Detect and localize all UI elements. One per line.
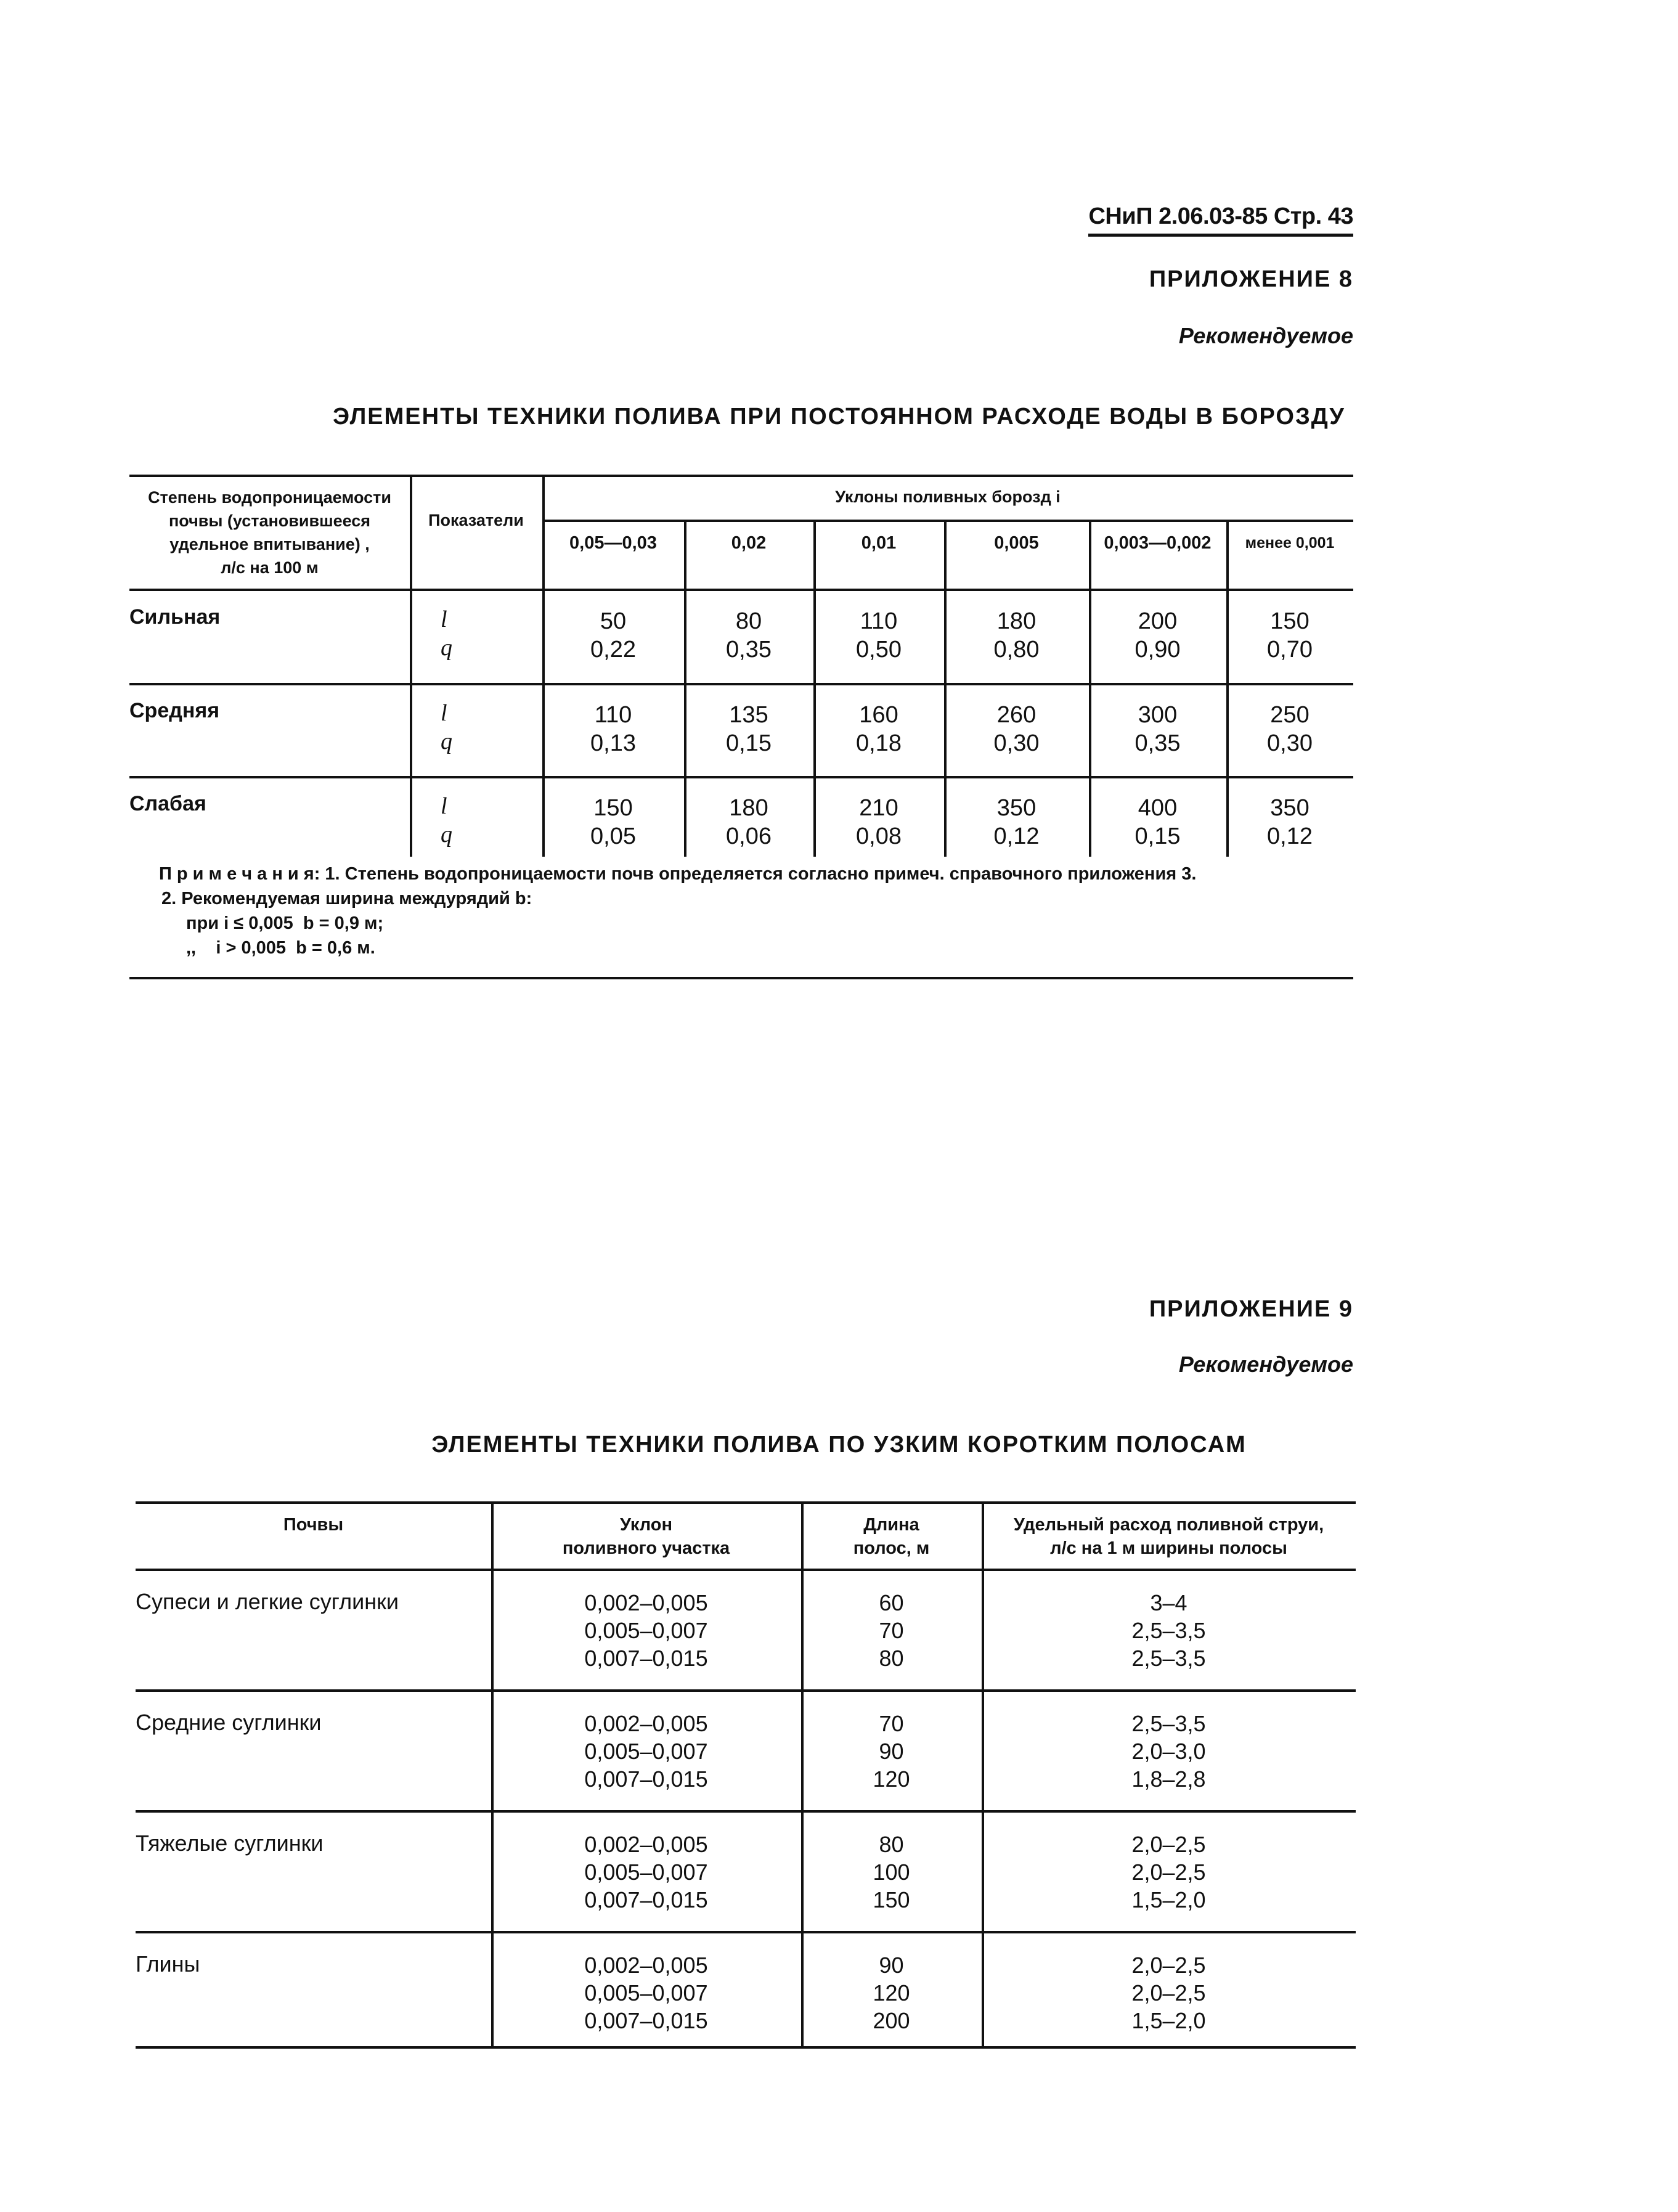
note-line: 2. Рекомендуемая ширина междурядий b: — [161, 889, 532, 908]
indicator-q: q — [441, 728, 452, 754]
cell-length-value: 400 — [1138, 795, 1178, 821]
cell-length-value: 180 — [996, 608, 1037, 634]
row-separator — [129, 776, 1353, 778]
column-rule — [410, 475, 412, 857]
slope-range-value: 0,005–0,007 — [584, 1618, 708, 1643]
cell-length-value: 135 — [729, 702, 768, 728]
cell-length-value: 150 — [1270, 608, 1309, 634]
row-separator — [129, 683, 1353, 685]
cell-length-value: 350 — [996, 795, 1037, 821]
cell-flow-value: 0,06 — [726, 823, 772, 849]
cell-length-value: 150 — [593, 795, 633, 821]
length-header-line: полос, м — [853, 1538, 930, 1558]
specific-flow-value: 1,8–2,8 — [1131, 1766, 1206, 1792]
slope-range-value: 0,007–0,015 — [584, 1887, 708, 1912]
appendix-9-title: ПРИЛОЖЕНИЕ 9 — [1149, 1296, 1353, 1322]
indicator-l: l — [441, 793, 447, 819]
specific-flow-value: 2,5–3,5 — [1131, 1711, 1206, 1736]
note-line: ,, i > 0,005 b = 0,6 м. — [186, 938, 375, 958]
permeability-row-label: Сильная — [129, 605, 221, 629]
cell-length-value: 200 — [1138, 608, 1178, 634]
cell-flow-value: 0,12 — [993, 823, 1040, 849]
soil-type-label: Средние суглинки — [136, 1710, 322, 1735]
cell-flow-value: 0,15 — [726, 730, 772, 756]
indicator-l: l — [441, 700, 447, 726]
soils-header: Почвы — [283, 1515, 344, 1535]
cell-flow-value: 0,50 — [856, 637, 902, 663]
flow-header-line: л/с на 1 м ширины полосы — [1050, 1538, 1287, 1558]
specific-flow-value: 2,0–2,5 — [1131, 1953, 1206, 1978]
specific-flow-value: 3–4 — [1150, 1590, 1187, 1615]
slope-range-value: 0,002–0,005 — [584, 1711, 708, 1736]
cell-flow-value: 0,35 — [1134, 730, 1181, 756]
specific-flow-value: 2,5–3,5 — [1131, 1646, 1206, 1671]
table-1-title: ЭЛЕМЕНТЫ ТЕХНИКИ ПОЛИВА ПРИ ПОСТОЯННОМ РАСХОДЕ ВОДЫ В БОРОЗДУ — [333, 404, 1345, 430]
cell-flow-value: 0,08 — [856, 823, 902, 849]
row-separator — [136, 1931, 1356, 1933]
table-1-top-rule — [129, 475, 1353, 477]
cell-flow-value: 0,12 — [1267, 823, 1313, 849]
note-line: при i ≤ 0,005 b = 0,9 м; — [186, 913, 384, 933]
strip-length-value: 70 — [879, 1618, 904, 1643]
table-2-top-rule — [136, 1501, 1356, 1504]
table-2-title: ЭЛЕМЕНТЫ ТЕХНИКИ ПОЛИВА ПО УЗКИМ КОРОТКИМ ПОЛОСАМ — [431, 1432, 1247, 1458]
cell-flow-value: 0,90 — [1134, 637, 1181, 663]
cell-length-value: 110 — [860, 608, 898, 634]
permeability-row-label: Слабая — [129, 792, 206, 815]
cell-length-value: 260 — [996, 702, 1037, 728]
specific-flow-value: 2,5–3,5 — [1131, 1618, 1206, 1643]
appendix-8-title: ПРИЛОЖЕНИЕ 8 — [1149, 266, 1353, 292]
slope-range-value: 0,005–0,007 — [584, 1980, 708, 2006]
specific-flow-value: 2,0–2,5 — [1131, 1832, 1206, 1857]
strip-length-value: 120 — [873, 1766, 910, 1792]
cell-length-value: 210 — [859, 795, 898, 821]
soil-permeability-header-line: почвы (установившееся — [168, 512, 371, 530]
slope-column-header: 0,02 — [731, 533, 767, 553]
cell-flow-value: 0,13 — [590, 730, 636, 756]
slope-range-value: 0,002–0,005 — [584, 1832, 708, 1857]
indicator-l: l — [441, 606, 447, 632]
slope-range-value: 0,002–0,005 — [584, 1953, 708, 1978]
document-reference: СНиП 2.06.03-85 Стр. 43 — [1088, 203, 1353, 237]
cell-length-value: 180 — [729, 795, 768, 821]
table-1-notes — [159, 862, 1196, 960]
cell-length-value: 80 — [735, 608, 762, 634]
permeability-row-label: Средняя — [129, 699, 220, 722]
cell-flow-value: 0,35 — [726, 637, 772, 663]
length-header — [801, 1513, 982, 1560]
slope-range-value: 0,005–0,007 — [584, 1859, 708, 1885]
indicators-header: Показатели — [428, 511, 524, 529]
cell-length-value: 110 — [594, 702, 632, 728]
slope-column-header: 0,01 — [861, 533, 897, 553]
table-1-bottom-rule — [129, 977, 1353, 979]
row-separator — [136, 1810, 1356, 1813]
cell-length-value: 350 — [1270, 795, 1309, 821]
slope-column-header: менее 0,001 — [1245, 534, 1335, 552]
cell-flow-value: 0,15 — [1134, 823, 1181, 849]
slopes-header: Уклоны поливных борозд i — [835, 488, 1061, 506]
table-2-header-rule — [136, 1569, 1356, 1571]
soil-permeability-header — [129, 486, 410, 579]
row-separator — [136, 1689, 1356, 1692]
appendix-8-status: Рекомендуемое — [1178, 323, 1353, 348]
strip-length-value: 70 — [879, 1711, 904, 1736]
slope-column-header: 0,05—0,03 — [569, 533, 657, 553]
strip-length-value: 100 — [873, 1859, 910, 1885]
header-bottom-rule — [129, 589, 1353, 591]
strip-length-value: 90 — [879, 1739, 904, 1764]
strip-length-value: 60 — [879, 1590, 904, 1615]
note-line: П р и м е ч а н и я: 1. Степень водопроницаемости почв определяется согласно примеч. справочного приложения 3. — [159, 864, 1197, 884]
appendix-9-status: Рекомендуемое — [1178, 1352, 1353, 1377]
slope-range-value: 0,007–0,015 — [584, 2008, 708, 2033]
strip-length-value: 80 — [879, 1646, 904, 1671]
soil-type-label: Супеси и легкие суглинки — [136, 1589, 399, 1614]
slope-range-value: 0,007–0,015 — [584, 1646, 708, 1671]
soil-permeability-header-line: л/с на 100 м — [221, 558, 319, 577]
slope-column-header: 0,003—0,002 — [1104, 533, 1212, 553]
indicator-q: q — [441, 822, 452, 847]
specific-flow-value: 2,0–2,5 — [1131, 1859, 1206, 1885]
slopes-header-rule — [542, 520, 1353, 522]
slope-range-value: 0,002–0,005 — [584, 1590, 708, 1615]
slope-column-header: 0,005 — [994, 533, 1039, 553]
specific-flow-value: 2,0–3,0 — [1131, 1739, 1206, 1764]
slope-header-line: Уклон — [619, 1515, 673, 1535]
length-header-line: Длина — [863, 1515, 919, 1535]
specific-flow-value: 1,5–2,0 — [1131, 2008, 1206, 2033]
cell-length-value: 160 — [859, 702, 898, 728]
strip-length-value: 90 — [879, 1953, 904, 1978]
cell-flow-value: 0,30 — [1267, 730, 1313, 756]
cell-flow-value: 0,05 — [590, 823, 636, 849]
cell-flow-value: 0,18 — [856, 730, 902, 756]
strip-length-value: 80 — [879, 1832, 904, 1857]
cell-length-value: 50 — [600, 608, 627, 634]
slope-header-line: поливного участка — [562, 1538, 730, 1558]
table-2-bottom-rule — [136, 2046, 1356, 2049]
cell-flow-value: 0,22 — [590, 637, 636, 663]
specific-flow-value: 2,0–2,5 — [1131, 1980, 1206, 2006]
strip-length-value: 150 — [873, 1887, 910, 1912]
soil-permeability-header-line: удельное впитывание) , — [169, 535, 370, 553]
slope-header — [491, 1513, 801, 1560]
flow-header-line: Удельный расход поливной струи, — [1013, 1515, 1324, 1535]
strip-length-value: 200 — [873, 2008, 910, 2033]
slope-range-value: 0,005–0,007 — [584, 1739, 708, 1764]
soil-type-label: Глины — [136, 1951, 200, 1977]
soil-permeability-header-line: Степень водопроницаемости — [148, 488, 391, 507]
cell-flow-value: 0,30 — [993, 730, 1040, 756]
specific-flow-value: 1,5–2,0 — [1131, 1887, 1206, 1912]
cell-length-value: 300 — [1138, 702, 1178, 728]
soil-type-label: Тяжелые суглинки — [136, 1830, 324, 1856]
indicator-q: q — [441, 635, 452, 661]
cell-length-value: 250 — [1270, 702, 1309, 728]
strip-length-value: 120 — [873, 1980, 910, 2006]
flow-header — [982, 1513, 1356, 1560]
cell-flow-value: 0,70 — [1267, 637, 1313, 663]
cell-flow-value: 0,80 — [993, 637, 1040, 663]
slope-range-value: 0,007–0,015 — [584, 1766, 708, 1792]
